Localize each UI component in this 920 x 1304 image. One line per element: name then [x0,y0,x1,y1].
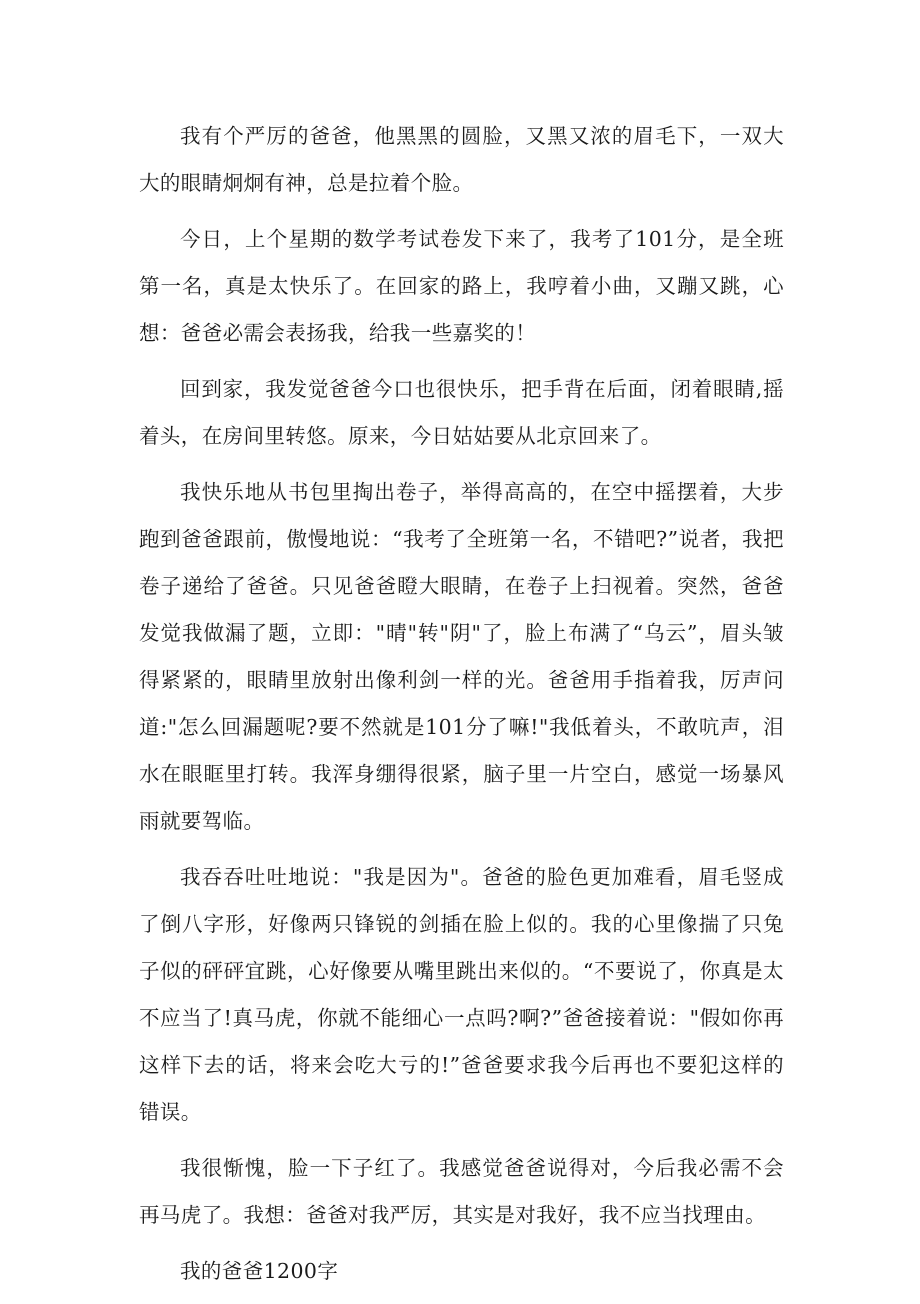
paragraph-6: 我很惭愧，脸一下子红了。我感觉爸爸说得对，今后我必需不会再马虎了。我想：爸爸对我严厉，其实是对我好，我不应当找理由。 [139,1156,784,1227]
document-body [139,113,784,1304]
next-article-title: 我的爸爸1200字 [180,1259,339,1283]
paragraph-1: 我有个严厉的爸爸，他黑黑的圆脸，又黑又浓的眉毛下，一双大大的眼睛炯炯有神，总是拉着个脸。 [139,124,784,195]
paragraph-4: 我快乐地从书包里掏出卷子，举得高高的，在空中摇摆着，大步跑到爸爸跟前，傲慢地说：“我考了全班第一名，不错吧?”说者，我把卷子递给了爸爸。只见爸爸瞪大眼睛，在卷子上扫视着。突然，爸爸发觉我做漏了题，立即："晴"转"阴"了，脸上布满了“乌云”，眉头皱得紧紧的，眼睛里放射出像利剑一样的光。爸爸用手指着我，厉声问道:"怎么回漏题呢?要不然就是101分了嘛!"我低着头，不敢吭声，泪水在眼眶里打转。我浑身绷得很紧，脑子里一片空白，感觉一场暴风雨就要驾临。 [139,480,784,833]
paragraph-5: 我吞吞吐吐地说："我是因为"。爸爸的脸色更加难看，眉毛竖成了倒八字形，好像两只锋锐的剑插在脸上似的。我的心里像揣了只兔子似的砰砰宜跳，心好像要从嘴里跳出来似的。“不要说了，你真是太不应当了!真马虎，你就不能细心一点吗?啊?”爸爸接着说："假如你再这样下去的话，将来会吃大亏的!”爸爸要求我今后再也不要犯这样的错误。 [139,865,784,1124]
paragraph-2: 今日，上个星期的数学考试卷发下来了，我考了101分，是全班第一名，真是太快乐了。在回家的路上，我哼着小曲，又蹦又跳，心想：爸爸必需会表扬我，给我一些嘉奖的！ [139,227,784,345]
paragraph-3: 回到家，我发觉爸爸今口也很快乐，把手背在后面，闭着眼睛,摇着头，在房间里转悠。原来，今日姑姑要从北京回来了。 [139,377,784,448]
